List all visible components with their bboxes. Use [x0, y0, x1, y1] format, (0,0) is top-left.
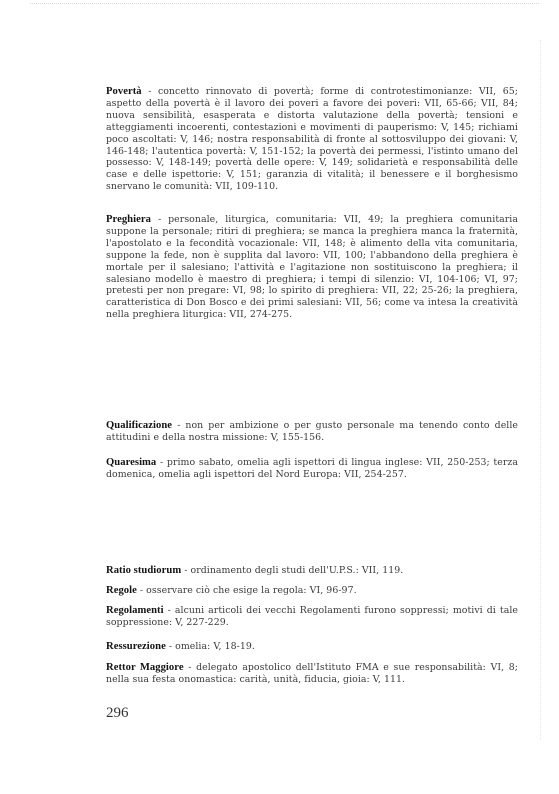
entry-term: Ratio studiorum	[106, 565, 182, 576]
entry-text: - delegato apostolico dell'Istituto FMA e sue responsabilità: VI, 8; nella sua festa onomastica: carità, unità, fiducia, gioia: V, 111.	[106, 662, 518, 685]
entry-text: - personale, liturgica, comunitaria: VII, 49; la preghiera comunitaria suppone la personale; ritiri di preghiera; se manca la preghiera manca la fraternità, l'apostolato e la fecondità vocazionale: VII, 148; è alimento della vita comunitaria, suppone la fede, non è supplita dal lavoro: VII, 100; l'abbandono della preghiera è mortale per il salesiano; l'attività e l'agitazione non sostituiscono la preghiera; il salesiano modello è maestro di preghiera; i tempi di silenzio: VI, 104-106; VI, 97; pretesti per non pregare: VI, 98; lo spirito di preghiera: VII, 22; 25-26; la preghiera, caratteristica di Don Bosco e dei primi salesiani: VII, 56; come va intesa la creatività nella preghiera liturgica: VII, 274-275.	[106, 214, 518, 321]
entry-term: Regolamenti	[106, 605, 164, 616]
index-entry-ratio-studiorum	[106, 565, 518, 577]
index-entry-rettor-maggiore	[106, 662, 518, 686]
entry-term: Preghiera	[106, 214, 151, 225]
index-entry-quaresima	[106, 457, 518, 481]
entry-term: Quaresima	[106, 457, 157, 468]
entry-text: - osservare ciò che esige la regola: VI, 96-97.	[136, 585, 357, 596]
entry-text: - primo sabato, omelia agli ispettori di lingua inglese: VII, 250-253; terza domenica, omelia agli ispettori del Nord Europa: VII, 254-257.	[106, 457, 518, 480]
index-entry-qualificazione	[106, 420, 518, 444]
top-edge-scan-noise	[30, 3, 539, 5]
entry-text: - alcuni articoli dei vecchi Regolamenti furono soppressi; motivi di tale soppressione: V, 227-229.	[106, 605, 518, 628]
right-edge-scan-noise	[539, 40, 541, 740]
entry-term: Rettor Maggiore	[106, 662, 184, 673]
entry-text: - non per ambizione o per gusto personale ma tenendo conto delle attitudini e della nostra missione: V, 155-156.	[106, 420, 518, 443]
entry-text: - omelia: V, 18-19.	[165, 641, 255, 652]
index-entry-ressurezione	[106, 641, 518, 653]
index-entry-preghiera	[106, 214, 518, 321]
entry-text: - concetto rinnovato di povertà; forme di controtestimonianze: VII, 65; aspetto della povertà è il lavoro dei poveri a favore dei poveri: VII, 65-66; VII, 84; nuova sensibilità, esasperata e distorta valutazione della povertà; tensioni e atteggiamenti incoerenti, contestazioni e movimenti di pauperismo: V, 145; richiami poco ascoltati: V, 146; nostra responsabilità di fronte al sottosviluppo dei giovani: V, 146-148; l'autentica povertà: V, 151-152; la povertà dei permessi, l'istinto umano del possesso: V, 148-149; povertà delle opere: V, 149; solidarietà e responsabilità delle case e delle ispettorie: V, 151; garanzia di vitalità; il benessere e il borghesismo snervano le comunità: VII, 109-110.	[106, 86, 518, 193]
index-entry-regolamenti	[106, 605, 518, 629]
page-number: 296	[106, 705, 129, 721]
index-entry-regole	[106, 585, 518, 597]
entry-term: Regole	[106, 585, 137, 596]
entry-text: - ordinamento degli studi dell'U.P.S.: VII, 119.	[181, 565, 404, 576]
index-entry-poverta	[106, 86, 518, 193]
entry-term: Qualificazione	[106, 420, 173, 431]
entry-term: Ressurezione	[106, 641, 166, 652]
entry-term: Povertà	[106, 86, 142, 97]
